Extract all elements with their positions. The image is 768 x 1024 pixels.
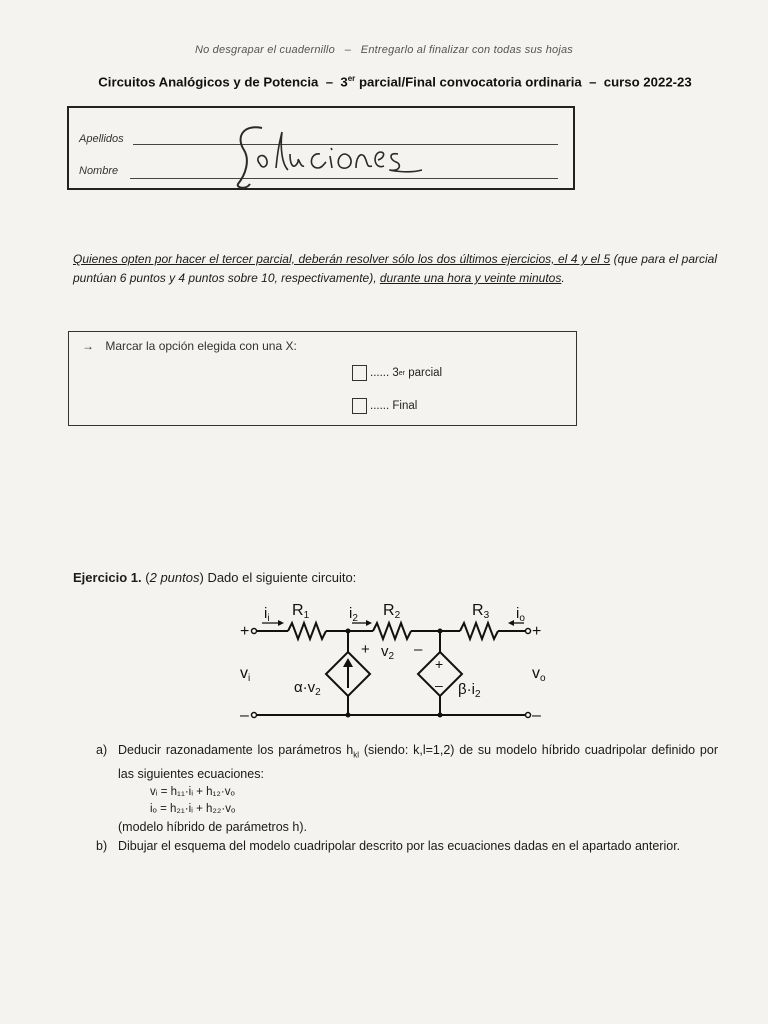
terminal-out-minus — [526, 713, 531, 718]
exercise-heading: Ejercicio 1. (2 puntos) Dado el siguiente circuito: — [73, 570, 357, 585]
label-src-plus: + — [435, 656, 444, 672]
label-io: $i_o$ — [516, 605, 525, 624]
label-v2-plus: + — [361, 641, 370, 658]
option1-dots: ...... — [370, 367, 390, 379]
title-year: curso 2022-23 — [603, 74, 692, 90]
label-r3: R3 — [472, 602, 490, 621]
terminal-in-minus — [252, 713, 257, 718]
arrow-left-icon — [508, 620, 514, 626]
question-b-tag: b) — [96, 838, 108, 853]
arrow-right-icon — [366, 620, 372, 626]
option1-sup: er — [398, 369, 406, 377]
option1-label: parcial — [408, 367, 443, 379]
label-r2: R2 — [383, 602, 401, 621]
equation-2: iₒ = h₂₁·iᵢ + h₂₂·vₒ — [150, 802, 236, 815]
note-separator: – — [344, 44, 352, 56]
label-v2: $v_2$ — [381, 643, 395, 662]
label-vo: vo — [532, 665, 546, 684]
checkbox-third-partial[interactable] — [352, 365, 367, 381]
exercise-text: Dado el siguiente circuito: — [207, 570, 357, 585]
exercise-label: Ejercicio 1. — [73, 570, 142, 585]
instructions-part-1: Quienes opten por hacer el tercer parcial, deberán resolver sólo los dos últimos ejercicios, el 4 y el 5 — [73, 252, 611, 266]
title-ordinal-sup: er — [347, 74, 356, 83]
label-out-plus: + — [532, 623, 542, 640]
label-src-minus: – — [435, 677, 443, 693]
label-i2: $i_2$ — [349, 605, 358, 624]
checkbox-final[interactable] — [352, 398, 367, 414]
resistor-r1 — [288, 623, 326, 639]
arrow-up-icon — [343, 658, 353, 667]
option-selection-box — [68, 331, 577, 426]
instructions-part-4: . — [561, 271, 565, 285]
label-ii: $i_i$ — [264, 605, 270, 624]
option-prompt-text: Marcar la opción elegida con una X: — [105, 339, 297, 353]
questions — [96, 741, 718, 856]
question-a-tag: a) — [96, 743, 108, 757]
surname-label: Apellidos — [79, 133, 124, 145]
option-third-partial — [352, 365, 442, 381]
label-r1: R1 — [292, 602, 310, 621]
instructions-part-3: durante una hora y veinte minutos — [379, 271, 562, 285]
equation-1: vᵢ = h₁₁·iᵢ + h₁₂·vₒ — [150, 785, 235, 798]
label-vi: vi — [240, 665, 251, 684]
title-dash: – — [325, 74, 334, 90]
terminal-in-plus — [252, 629, 257, 634]
instructions-paragraph — [73, 250, 717, 288]
title-course: Circuitos Analógicos y de Potencia — [98, 74, 319, 90]
arrow-right-icon — [278, 620, 284, 626]
option-prompt — [82, 339, 297, 353]
exercise-points: 2 puntos — [149, 570, 200, 585]
circuit-diagram — [228, 596, 558, 726]
label-v2-minus: – — [414, 641, 423, 658]
resistor-r3 — [460, 623, 498, 639]
label-out-minus: – — [532, 707, 541, 724]
title-ordinal: 3 — [340, 74, 348, 90]
option2-label: Final — [392, 400, 418, 412]
handwritten-signature — [232, 118, 452, 198]
label-in-plus: + — [240, 623, 250, 640]
note-left: No desgrapar el cuadernillo — [194, 44, 335, 56]
header-note — [0, 44, 768, 56]
option2-dots: ...... — [370, 400, 390, 412]
title-dash: – — [589, 74, 597, 90]
option-final — [352, 398, 417, 414]
resistor-r2 — [373, 623, 411, 639]
option1-num: 3 — [392, 367, 399, 379]
arrow-right-icon: → — [82, 339, 94, 353]
question-b-text: Dibujar el esquema del modelo cuadripolar descrito por las ecuaciones dadas en el apartado anterior. — [118, 838, 681, 853]
label-in-minus: – — [240, 707, 249, 724]
title-exam: parcial/Final convocatoria ordinaria — [358, 74, 582, 90]
instructions-part-2: (que para el parcial puntúan 6 puntos y 4 puntos sobre 10, respectivamente), — [73, 252, 718, 285]
note-right: Entregarlo al finalizar con todas sus hojas — [360, 44, 574, 56]
name-label: Nombre — [79, 165, 119, 177]
question-a-tail-text: (modelo híbrido de parámetros h). — [118, 819, 307, 834]
question-b — [96, 837, 718, 856]
label-alpha-source: $\alpha\cdot v_2$ — [294, 679, 321, 698]
question-a-tail — [96, 818, 718, 837]
question-a-text: Deducir razonadamente los parámetros $h_{kl}$ (siendo: k,l=1,2) de su modelo híbrido cuadripolar definido por las siguientes ecuaciones: — [118, 743, 718, 781]
exam-title — [0, 74, 768, 89]
label-beta-source: $\beta\cdot i_2$ — [458, 681, 481, 700]
terminal-out-plus — [526, 629, 531, 634]
question-a — [96, 741, 718, 784]
